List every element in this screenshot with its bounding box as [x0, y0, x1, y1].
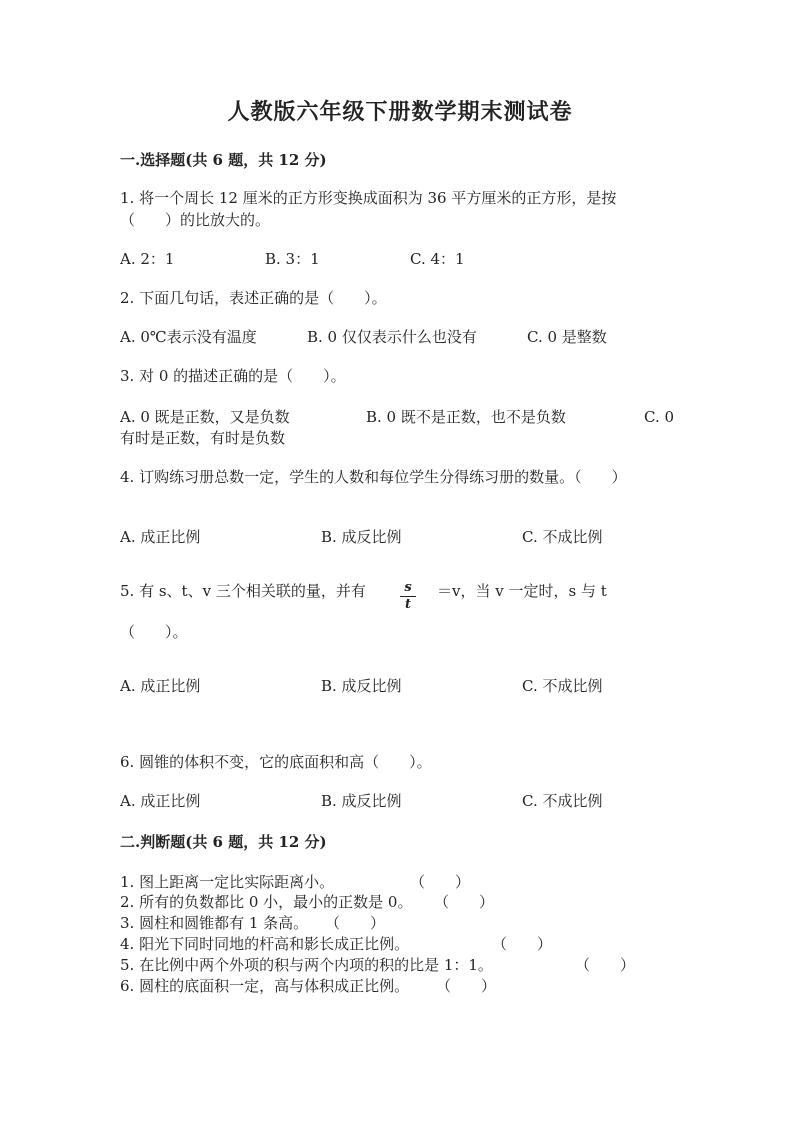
q5-option-b: B. 成反比例	[321, 677, 402, 695]
judge-item-1-paren: （ ）	[410, 873, 471, 891]
judge-item-3-text: 3. 圆柱和圆锥都有 1 条高。	[120, 914, 309, 932]
q2-text: 2. 下面几句话，表述正确的是（ ）。	[120, 289, 387, 307]
q3-text: 3. 对 0 的描述正确的是（ ）。	[120, 367, 346, 385]
judge-item-6-text: 6. 圆柱的底面积一定，高与体积成正比例。	[120, 977, 410, 995]
section1-heading: 一.选择题(共 6 题，共 12 分)	[120, 151, 327, 169]
judge-item-1-text: 1. 图上距离一定比实际距离小。	[120, 873, 335, 891]
q5-fraction	[400, 580, 416, 613]
judge-item-2-text: 2. 所有的负数都比 0 小，最小的正数是 0。	[120, 893, 413, 911]
q1-option-b: B. 3：1	[265, 250, 320, 268]
q4-option-b: B. 成反比例	[321, 528, 402, 546]
judge-item-4-text: 4. 阳光下同时同地的杆高和影长成正比例。	[120, 935, 410, 953]
judge-item-3-paren: （ ）	[325, 914, 386, 932]
q3-option-a: A. 0 既是正数，又是负数	[120, 408, 290, 426]
q4-option-a: A. 成正比例	[120, 528, 201, 546]
q6-option-c: C. 不成比例	[522, 792, 603, 810]
q2-option-c: C. 0 是整数	[527, 328, 607, 346]
q5-option-a: A. 成正比例	[120, 677, 201, 695]
q6-option-a: A. 成正比例	[120, 792, 201, 810]
q5-text-after: ＝v，当 v 一定时，s 与 t	[437, 582, 607, 600]
page-title: 人教版六年级下册数学期末测试卷	[227, 99, 573, 125]
q1-text-line1: 1. 将一个周长 12 厘米的正方形变换成面积为 36 平方厘米的正方形，是按	[120, 189, 617, 207]
q4-text: 4. 订购练习册总数一定，学生的人数和每位学生分得练习册的数量。（ ）	[120, 468, 627, 486]
q1-text-line2: （ ）的比放大的。	[120, 211, 271, 229]
judge-item-5-paren: （ ）	[575, 956, 636, 974]
q2-option-a: A. 0℃表示没有温度	[120, 328, 257, 346]
judge-item-6-paren: （ ）	[436, 977, 497, 995]
judge-item-4-paren: （ ）	[492, 935, 553, 953]
q5-fraction-numerator: s	[400, 580, 416, 597]
judge-item-5-text: 5. 在比例中两个外项的积与两个内项的积的比是 1：1。	[120, 956, 493, 974]
q1-option-c: C. 4：1	[410, 250, 465, 268]
q4-option-c: C. 不成比例	[522, 528, 603, 546]
q6-text: 6. 圆锥的体积不变，它的底面积和高（ ）。	[120, 753, 432, 771]
q3-option-b: B. 0 既不是正数，也不是负数	[366, 408, 566, 426]
q5-option-c: C. 不成比例	[522, 677, 603, 695]
section2-heading: 二.判断题(共 6 题，共 12 分)	[120, 833, 327, 851]
q5-text-before: 5. 有 s、t、v 三个相关联的量，并有	[120, 582, 366, 600]
q5-text-line2: （ ）。	[120, 623, 188, 641]
q3-option-c: C. 0	[644, 408, 675, 426]
q3-option-c-continued: 有时是正数，有时是负数	[120, 429, 286, 447]
q1-option-a: A. 2：1	[120, 250, 175, 268]
judge-item-2-paren: （ ）	[434, 893, 495, 911]
q6-option-b: B. 成反比例	[321, 792, 402, 810]
q2-option-b: B. 0 仅仅表示什么也没有	[307, 328, 477, 346]
q5-fraction-denominator: t	[404, 597, 411, 612]
